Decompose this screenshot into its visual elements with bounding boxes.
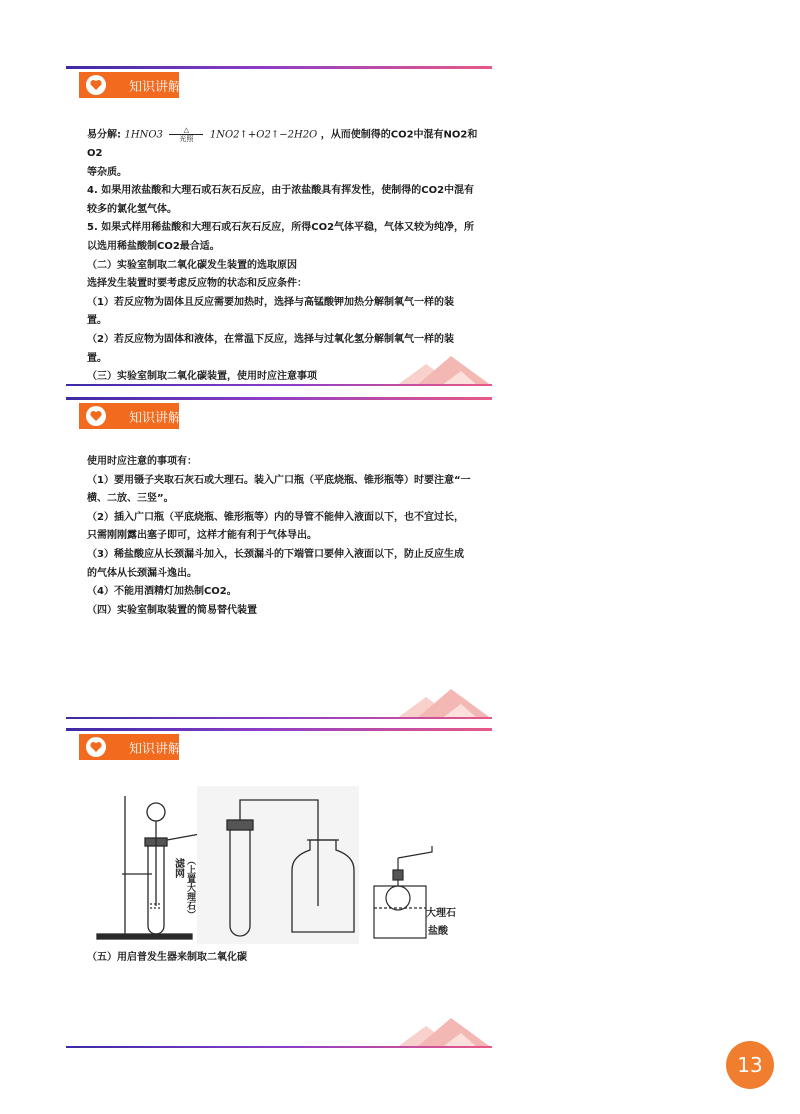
footer-decoration: [66, 679, 492, 719]
text-line: 选择发生装置时要考虑反应物的状态和反应条件：: [87, 278, 307, 290]
formula-prefix: 易分解:: [87, 129, 121, 141]
text-line: （1）若反应物为固体且反应需要加热时，选择与高锰酸钾加热分解制氧气一样的装: [87, 296, 454, 308]
text-line: （二）实验室制取二氧化碳发生装置的选取原因: [87, 259, 297, 271]
footer-line: [66, 384, 492, 386]
text-line: 以选用稀盐酸制CO2最合适。: [87, 241, 220, 253]
text-line: （2）插入广口瓶（平底烧瓶、锥形瓶等）内的导管不能伸入液面以下，也不宜过长，: [87, 511, 464, 523]
knowledge-panel-2: [66, 397, 492, 719]
section-title: 知识讲解: [129, 742, 182, 757]
mesh-note-label: （上置大理石）: [185, 856, 195, 919]
formula-line: [87, 126, 487, 164]
figure-caption: [87, 949, 487, 968]
mesh-label: 滤网: [172, 858, 184, 878]
marble-label: 大理石: [426, 908, 456, 919]
text-line: （1）要用镊子夹取石灰石或大理石。装入广口瓶（平底烧瓶、锥形瓶等）时要注意“一: [87, 474, 471, 486]
apparatus-c: [374, 846, 432, 938]
footer-decoration: [66, 1008, 492, 1048]
mountain-decoration: [66, 679, 492, 719]
text-line: 较多的氯化氢气体。: [87, 203, 177, 215]
mountain-decoration: [66, 1008, 492, 1048]
text-line: 等杂质。: [87, 166, 127, 178]
footer-line: [66, 1046, 492, 1048]
text-line: （三）实验室制取二氧化碳装置，使用时应注意事项: [87, 371, 317, 383]
formula-reactant: 1HNO3: [124, 129, 163, 141]
condition-light: 光照: [179, 135, 194, 143]
footer-decoration: [66, 346, 492, 386]
footer-line: [66, 717, 492, 719]
text-line: 置。: [87, 352, 107, 364]
text-line: （2）若反应物为固体和液体，在常温下反应，选择与过氧化氢分解制氧气一样的装: [87, 334, 454, 346]
text-line: （3）稀盐酸应从长颈漏斗加入，长颈漏斗的下端管口要伸入液面以下，防止反应生成: [87, 548, 464, 560]
heart-icon: [86, 737, 106, 757]
text-line: （四）实验室制取装置的简易替代装置: [87, 604, 257, 616]
knowledge-panel-1: [66, 66, 492, 386]
section-badge: [79, 72, 182, 98]
text-line: 只需刚刚露出塞子即可，这样才能有利于气体导出。: [87, 530, 317, 542]
section-badge: [79, 734, 182, 760]
apparatus-b: [197, 786, 359, 944]
heart-icon: [86, 406, 106, 426]
caption-text: （五）用启普发生器来制取二氧化碳: [87, 952, 247, 963]
apparatus-illustration: [92, 786, 482, 944]
text-line: 使用时应注意的事项有：: [87, 456, 197, 467]
header-line: [66, 728, 492, 731]
mountain-decoration: [66, 346, 492, 386]
panel-text: [87, 453, 487, 620]
text-line: 5. 如果式样用稀盐酸和大理石或石灰石反应，所得CO2气体平稳，气体又较为纯净，所: [87, 222, 475, 234]
section-badge: [79, 403, 182, 429]
section-title: 知识讲解: [129, 411, 182, 426]
text-line: 置。: [87, 315, 107, 327]
heart-icon: [86, 75, 106, 95]
text-line: 的气体从长颈漏斗逸出。: [87, 567, 197, 579]
formula-products: 1NO2↑+O2↑−2H2O: [209, 129, 318, 141]
page-number-badge: 13: [726, 1041, 774, 1089]
text-line: （4）不能用酒精灯加热制CO2。: [87, 586, 237, 598]
reaction-condition: [169, 126, 203, 143]
text-line: 4. 如果用浓盐酸和大理石或石灰石反应，由于浓盐酸具有挥发性，使制得的CO2中混有: [87, 185, 475, 197]
text-line: 横、二放、三竖”。: [87, 493, 174, 505]
apparatus-figures: [92, 786, 482, 944]
formula-suffix: ，从而使制得的CO2中混有NO2和O2: [87, 129, 478, 160]
header-line: [66, 397, 492, 400]
acid-label: 盐酸: [428, 926, 448, 937]
section-title: 知识讲解: [129, 80, 182, 95]
header-line: [66, 66, 492, 69]
condition-heat: △: [183, 126, 190, 134]
